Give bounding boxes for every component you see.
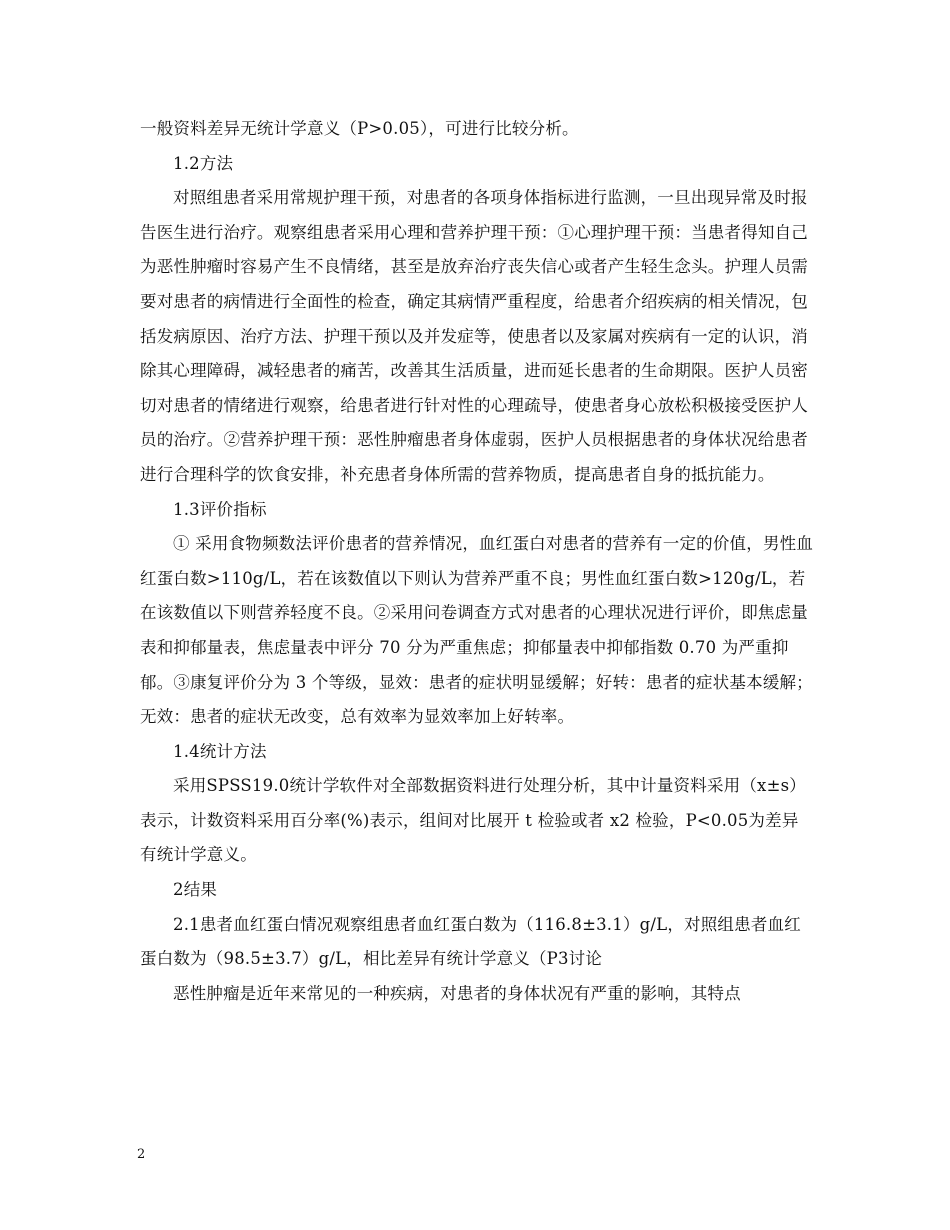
- body-text: [140, 112, 815, 1011]
- section-heading: 1.3评价指标: [173, 499, 267, 519]
- paragraph: 对照组患者采用常规护理干预，对患者的各项身体指标进行监测，一旦出现异常及时报告医生进行治疗。观察组患者采用心理和营养护理干预：①心理护理干预：当患者得知自己为恶性肿瘤时容易产生不良情绪，甚至是放弃治疗丧失信心或者产生轻生念头。护理人员需要对患者的病情进行全面性的检查，确定其病情严重程度，给患者介绍疾病的相关情况，包括发病原因、治疗方法、护理干预以及并发症等，使患者以及家属对疾病有一定的认识，消除其心理障碍，减轻患者的痛苦，改善其生活质量，进而延长患者的生命期限。医护人员密切对患者的情绪进行观察，给患者进行针对性的心理疏导，使患者身心放松积极接受医护人员的治疗。②营养护理干预：恶性肿瘤患者身体虚弱，医护人员根据患者的身体状况给患者进行合理科学的饮食安排，补充患者身体所需的营养物质，提高患者自身的抵抗能力。: [140, 188, 808, 484]
- paragraph: 恶性肿瘤是近年来常见的一种疾病，对患者的身体状况有严重的影响，其特点: [173, 983, 741, 1003]
- section-heading: 1.4统计方法: [173, 741, 267, 761]
- paragraph: ① 采用食物频数法评价患者的营养情况，血红蛋白对患者的营养有一定的价值，男性血红蛋白数>110g/L，若在该数值以下则认为营养严重不良；男性血红蛋白数>120g/L，若在该数值以下则营养轻度不良。②采用问卷调查方式对患者的心理状况进行评价，即焦虑量表和抑郁量表，焦虑量表中评分 70 分为严重焦虑；抑郁量表中抑郁指数 0.70 为严重抑郁。③康复评价分为 3 个等级，显效：患者的症状明显缓解；好转：患者的症状基本缓解；无效：患者的症状无改变，总有效率为显效率加上好转率。: [140, 534, 814, 727]
- paragraph: 2.1患者血红蛋白情况观察组患者血红蛋白数为（116.8±3.1）g/L，对照组患者血红蛋白数为（98.5±3.7）g/L，相比差异有统计学意义（P3讨论: [140, 914, 801, 969]
- paragraph: 一般资料差异无统计学意义（P>0.05），可进行比较分析。: [140, 119, 579, 138]
- paragraph: 采用SPSS19.0统计学软件对全部数据资料进行处理分析，其中计量资料采用（x±s）表示，计数资料采用百分率(%)表示，组间对比展开 t 检验或者 x2 检验，P<0.05为差异有统计学意义。: [140, 776, 806, 865]
- section-heading: 2结果: [173, 880, 218, 900]
- section-heading: 1.2方法: [173, 153, 234, 173]
- page-number: 2: [137, 1147, 146, 1162]
